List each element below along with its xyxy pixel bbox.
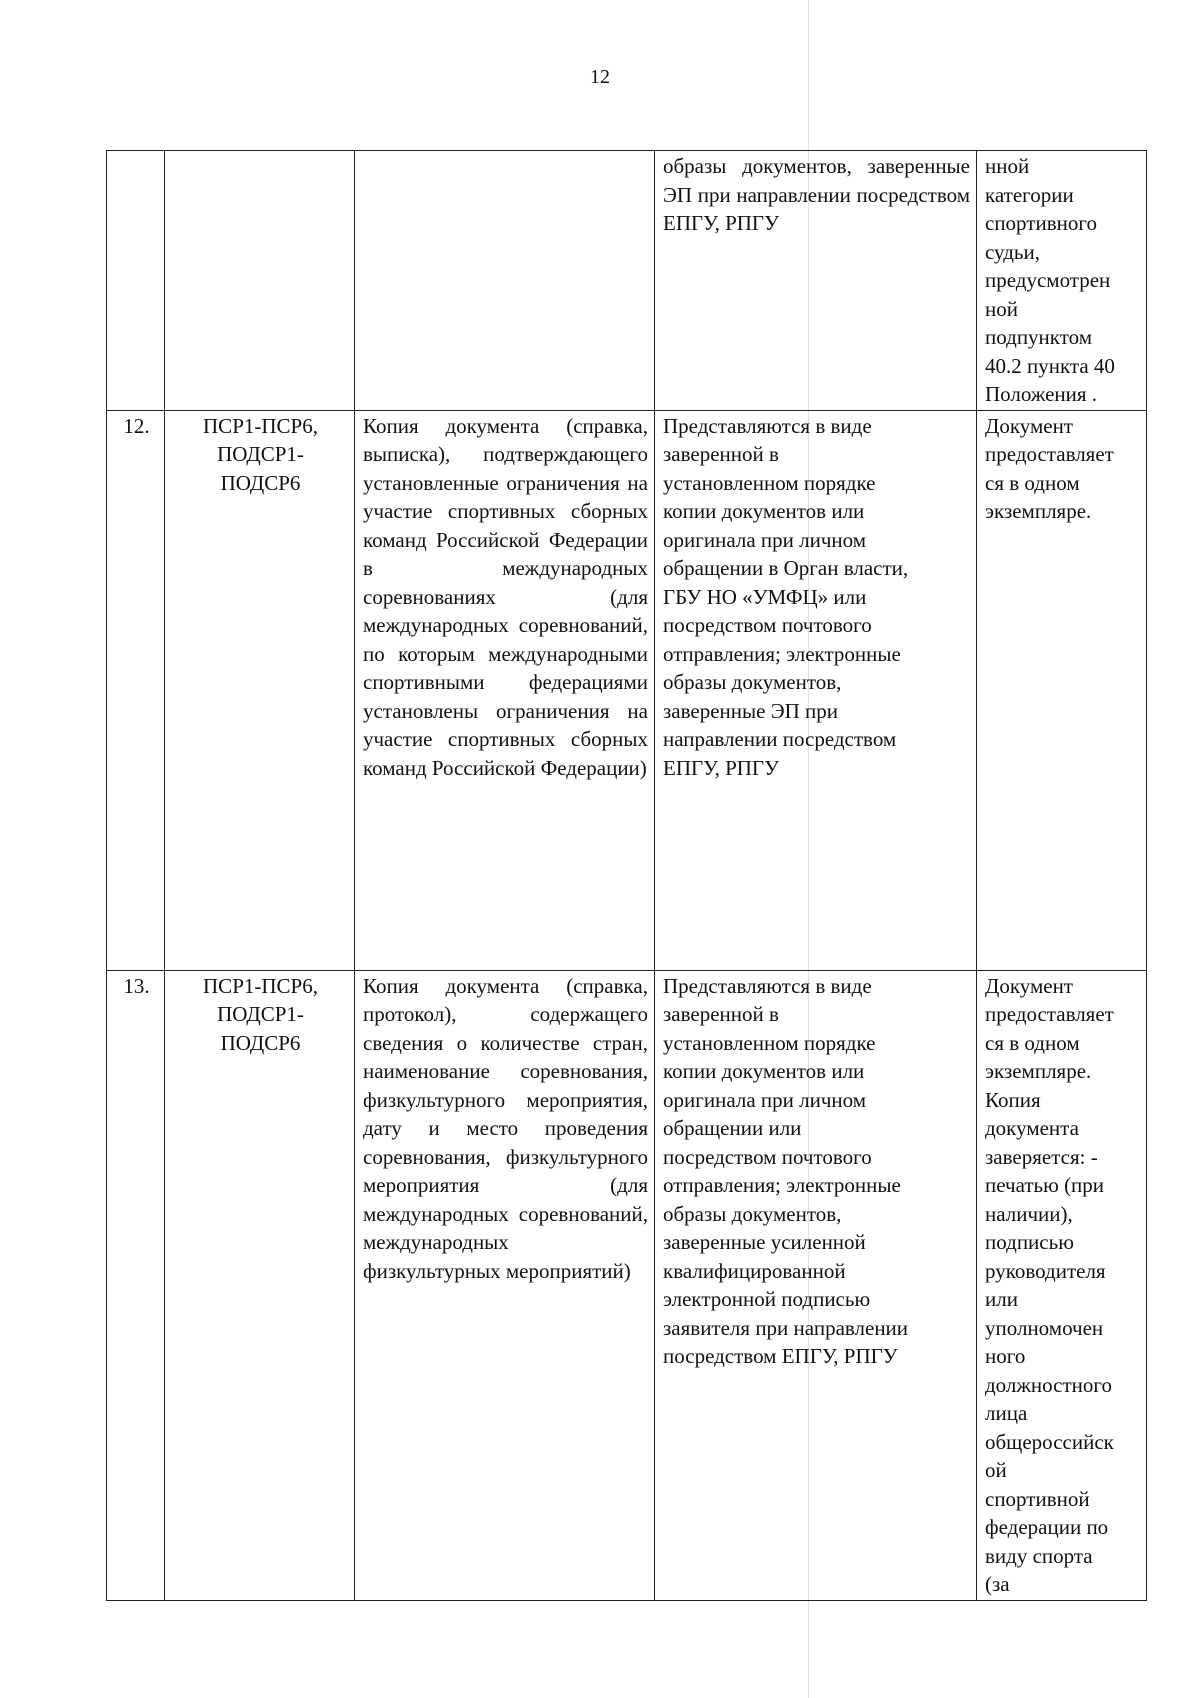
- row-number: 12.: [107, 410, 165, 970]
- row-note: Документ предоставляет ся в одном экземпляре.: [977, 410, 1147, 970]
- row-number: [107, 151, 165, 411]
- row-submission-method: Представляются в виде заверенной в установленном порядке копии документов или оригинала при личном обращении в Орган власти, ГБУ НО «УМФЦ» или посредством почтового отправления; электронные образы документов, заверенные ЭП при направлении посредством ЕПГУ, РПГУ: [655, 410, 977, 970]
- row-category-codes: [165, 151, 355, 411]
- table-row: [107, 410, 1147, 970]
- row-document: [355, 151, 655, 411]
- row-category-codes: ПСР1-ПСР6, ПОДСР1- ПОДСР6: [165, 970, 355, 1600]
- row-submission-method: Представляются в виде заверенной в установленном порядке копии документов или оригинала при личном обращении или посредством почтового отправления; электронные образы документов, заверенные усиленной квалифицированной электронной подписью заявителя при направлении посредством ЕПГУ, РПГУ: [655, 970, 977, 1600]
- document-table: [106, 150, 1147, 1601]
- table-row: [107, 970, 1147, 1600]
- table-row: [107, 151, 1147, 411]
- page-number: 12: [590, 66, 610, 88]
- row-note: нной категории спортивного судьи, предусмотрен ной подпунктом 40.2 пункта 40 Положения .: [977, 151, 1147, 411]
- row-submission-method: образы документов, заверенные ЭП при направлении посредством ЕПГУ, РПГУ: [655, 151, 977, 411]
- row-number: 13.: [107, 970, 165, 1600]
- row-document: Копия документа (справка, выписка), подтверждающего установленные ограничения на участие спортивных сборных команд Российской Федерации в международных соревнованиях (для международных соревнований, по которым международными спортивными федерациями установлены ограничения на участие спортивных сборных команд Российской Федерации): [355, 410, 655, 970]
- row-note: Документ предоставляет ся в одном экземпляре. Копия документа заверяется: - печатью (при наличии), подписью руководителя или уполномочен ного должностного лица общероссийск ой спортивной федерации по виду спорта (за: [977, 970, 1147, 1600]
- row-category-codes: ПСР1-ПСР6, ПОДСР1- ПОДСР6: [165, 410, 355, 970]
- row-document: Копия документа (справка, протокол), содержащего сведения о количестве стран, наименование соревнования, физкультурного мероприятия, дату и место проведения соревнования, физкультурного мероприятия (для международных соревнований, международных физкультурных мероприятий): [355, 970, 655, 1600]
